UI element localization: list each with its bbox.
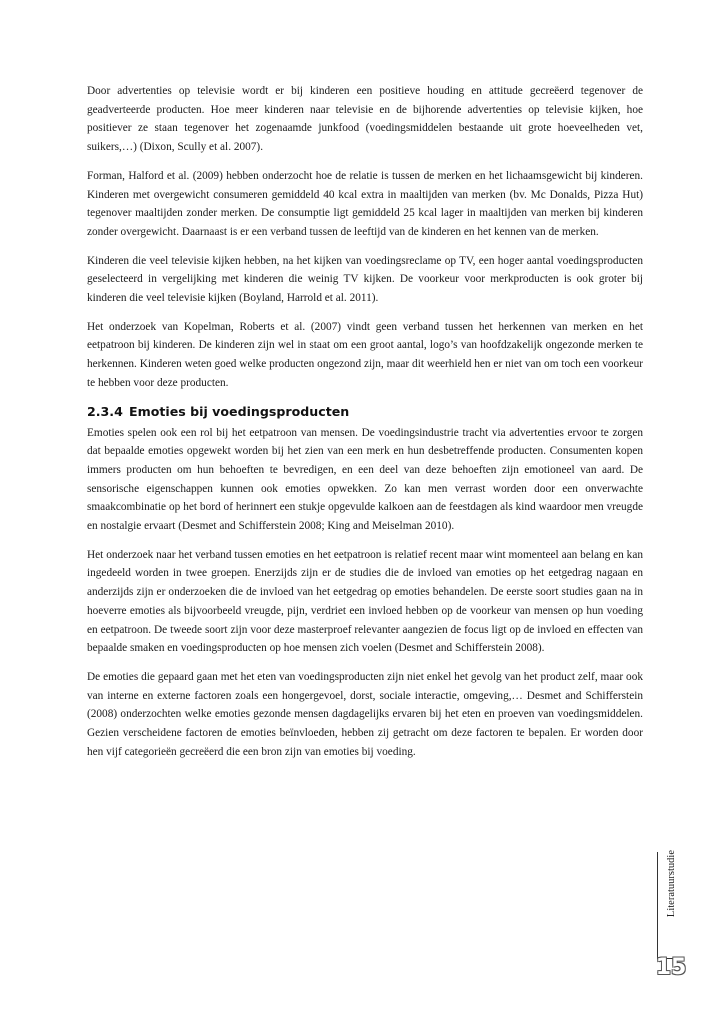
paragraph-brands-body-weight: Forman, Halford et al. (2009) hebben onderzocht hoe de relatie is tussen de merken en het lichaamsgewicht bij kinderen. Kinderen met overgewicht consumeren gemiddeld 40 kcal extra in maaltijden van merken (bv. Mc Donalds, Pizza Hut) tegenover maaltijden zonder merken. De consumptie ligt gemiddeld 25 kcal lager in maaltijden van merken bij kinderen zonder overgewicht. Daarnaast is er een verband tussen de leeftijd van de kinderen en het kennen van de merken. bbox=[87, 169, 643, 238]
chapter-side-label: Literatuurstudie bbox=[666, 850, 677, 918]
paragraph-emotions-research: Het onderzoek naar het verband tussen emoties en het eetpatroon is relatief recent maar wint momenteel aan belang en kan ingedeeld worden in twee groepen. Enerzijds zijn er de studies die de invloed van emoties op het eetgedrag nagaan en anderzijds zijn er onderzoeken die de invloed van het eetgedrag op emoties behandelen. De eerste soort studies gaan na in hoeverre emoties als bijvoorbeeld vreugde, pijn, verdriet een invloed hebben op de voorkeur van mensen op hun voeding en eetpatroon. De tweede soort zijn voor deze masterproef relevanter aangezien de focus ligt op de invloed en effecten van bepaalde smaken en voedingsproducten op hoe mensen zich voelen (Desmet and Schifferstein 2008). bbox=[87, 548, 643, 655]
section-heading bbox=[87, 403, 643, 421]
paragraph-brand-recognition: Het onderzoek van Kopelman, Roberts et al. (2007) vindt geen verband tussen het herkennen van merken en het eetpatroon bij kinderen. De kinderen zijn wel in staat om een groot aantal, logo’s van hoofdzakelijk ongezonde merken te herkennen. Kinderen weten goed welke producten ongezond zijn, maar dit weerhield hen er niet van om toch een voorkeur te hebben voor deze producten. bbox=[87, 320, 643, 389]
paragraph-advertising-attitude: Door advertenties op televisie wordt er bij kinderen een positieve houding en attitude gecreëerd tegenover de geadverteerde producten. Hoe meer kinderen naar televisie en de bijhorende advertenties op televisie kijken, hoe positiever ze staan tegenover het zogenaamde junkfood (voedingsmiddelen bestaande uit grote hoeveelheden vet, suikers,…) (Dixon, Scully et al. 2007). bbox=[87, 85, 643, 154]
page-number: 15 bbox=[655, 955, 687, 980]
paragraph-tv-food-advertising: Kinderen die veel televisie kijken hebben, na het kijken van voedingsreclame op TV, een hoger aantal voedingsproducten geselecteerd in vergelijking met kinderen die weinig TV kijken. De voorkeur voor merkproducten is ook groter bij kinderen die veel televisie kijken (Boyland, Harrold et al. 2011). bbox=[87, 254, 643, 305]
section-number: 2.3.4 bbox=[87, 403, 123, 419]
chapter-side-tab bbox=[657, 852, 680, 959]
paragraph-emotions-factors: De emoties die gepaard gaan met het eten van voedingsproducten zijn niet enkel het gevolg van het product zelf, maar ook van interne en externe factoren zoals een hongergevoel, dorst, sociale interactie, omgeving,… Desmet and Schifferstein (2008) onderzochten welke emoties gezonde mensen dagdagelijks ervaren bij het eten en proeven van voedingsmiddelen. Gezien verscheidene factoren de emoties beïnvloeden, hebben zij getracht om deze factoren te bepalen. Er worden door hen vijf categorieën gecreëerd die een bron zijn van emoties bij voeding. bbox=[87, 670, 643, 758]
page-body bbox=[87, 82, 643, 772]
section-title: Emoties bij voedingsproducten bbox=[129, 403, 350, 419]
paragraph-emotions-intro: Emoties spelen ook een rol bij het eetpatroon van mensen. De voedingsindustrie tracht via advertenties ervoor te zorgen dat bepaalde emoties opgewekt worden bij het zien van een merk en hun desbetreffende producten. Consumenten kopen immers producten om hun behoeften te bevredigen, en een deel van deze behoeften zijn emotioneel van aard. De sensorische eigenschappen kunnen ook emoties opwekken. Zo kan men verrast worden door een onverwachte smaakcombinatie op het bord of herinnert een stukje opgevulde kalkoen aan de feestdagen als kind waardoor men vreugde en nostalgie ervaart (Desmet and Schifferstein 2008; King and Meiselman 2010). bbox=[87, 426, 643, 533]
